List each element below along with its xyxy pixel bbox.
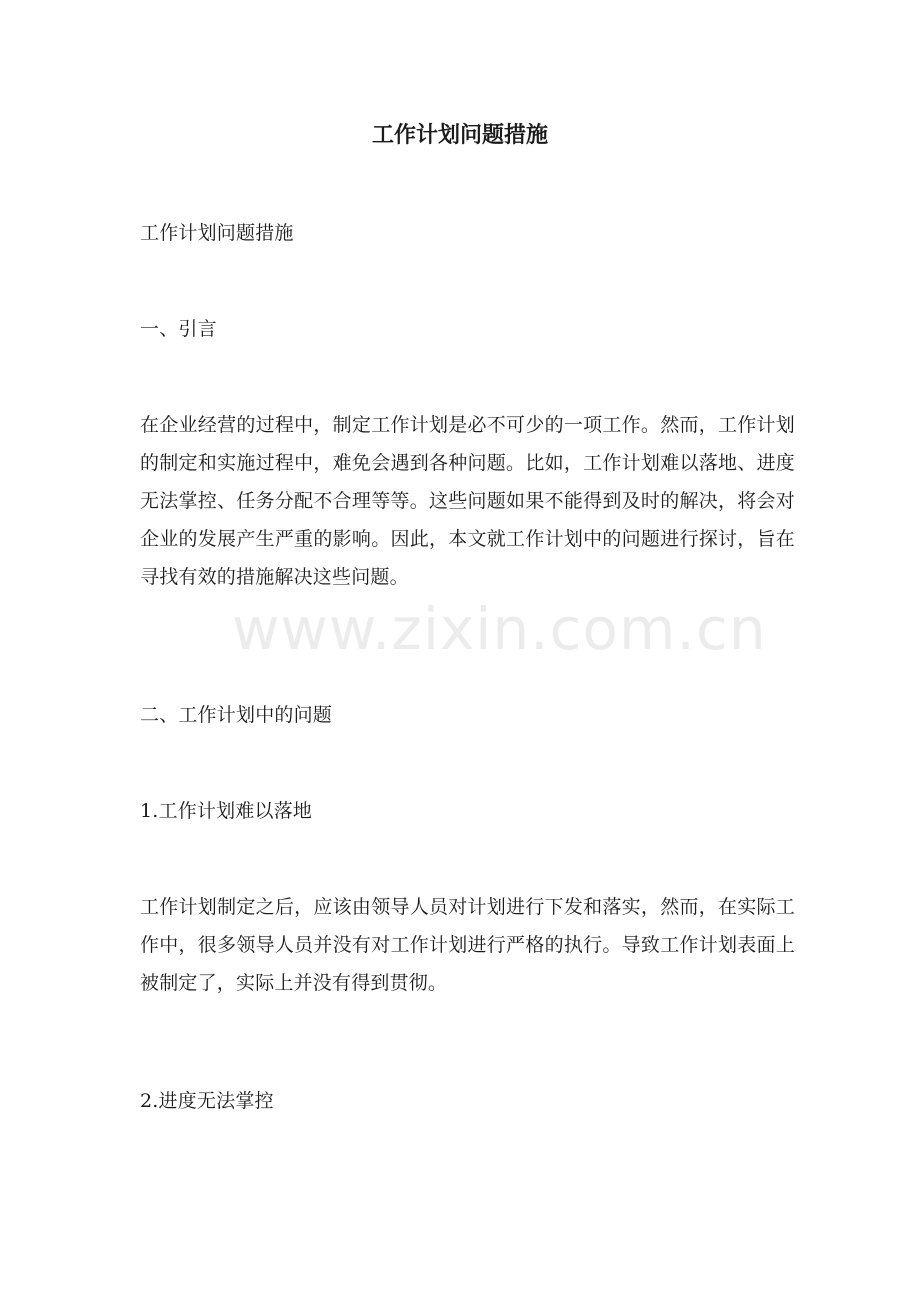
document-subtitle: 工作计划问题措施	[140, 222, 294, 244]
document-title: 工作计划问题措施	[371, 123, 548, 148]
watermark-text: www.zixin.com.cn	[232, 595, 767, 663]
section-heading-introduction: 一、引言	[140, 318, 217, 340]
introduction-paragraph: 在企业经营的过程中，制定工作计划是必不可少的一项工作。然而，工作计划的制定和实施过程中，难免会遇到各种问题。比如，工作计划难以落地、进度无法掌控、任务分配不合理等等。这些问题如果不能得到及时的解决，将会对企业的发展产生严重的影响。因此，本文就工作计划中的问题进行探讨，旨在寻找有效的措施解决这些问题。	[140, 414, 795, 588]
item-heading-plan-hard-to-implement: 1.工作计划难以落地	[140, 800, 313, 822]
plan-implementation-paragraph: 工作计划制定之后，应该由领导人员对计划进行下发和落实，然而，在实际工作中，很多领导人员并没有对工作计划进行严格的执行。导致工作计划表面上被制定了，实际上并没有得到贯彻。	[140, 896, 795, 994]
section-heading-problems: 二、工作计划中的问题	[140, 704, 333, 726]
item-heading-progress-uncontrollable: 2.进度无法掌控	[140, 1090, 274, 1112]
